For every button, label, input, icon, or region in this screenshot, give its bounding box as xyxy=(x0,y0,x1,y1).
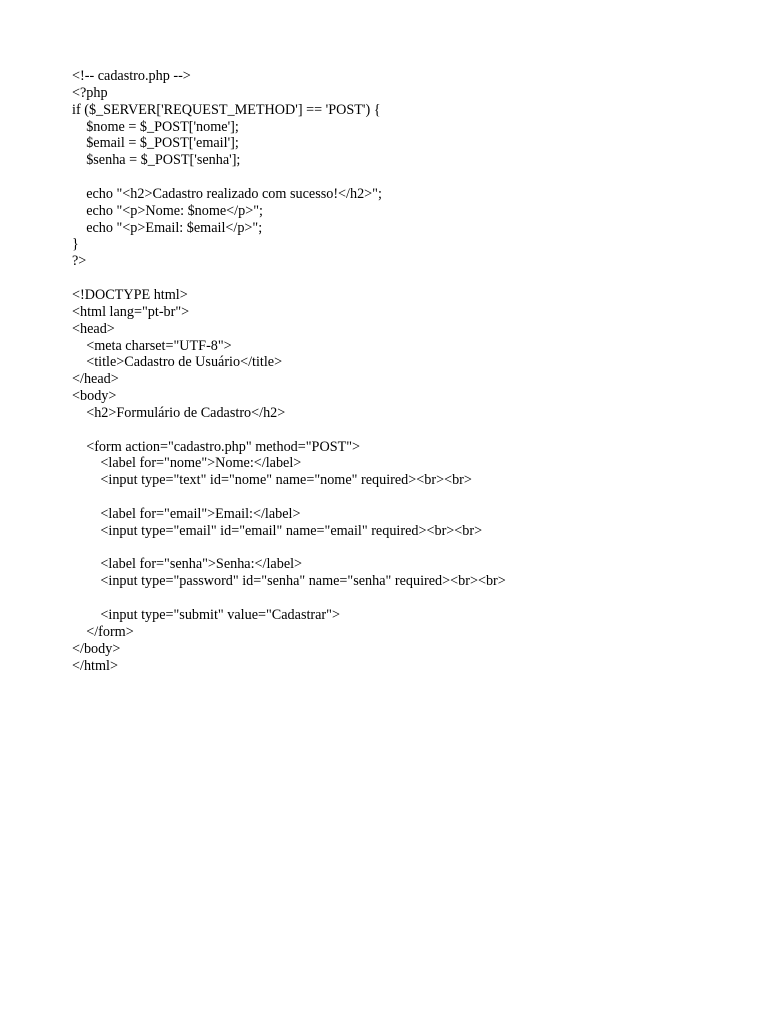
code-line: $email = $_POST['email']; xyxy=(72,135,239,152)
code-line xyxy=(72,590,752,607)
code-line: <input type="submit" value="Cadastrar"> xyxy=(72,607,340,623)
code-line: <label for="email">Email:</label> xyxy=(72,505,301,522)
code-line: $senha = $_POST['senha']; xyxy=(72,152,241,169)
code-line xyxy=(72,169,752,186)
code-line: <head> xyxy=(72,320,115,337)
code-line xyxy=(72,270,752,287)
code-line: <h2>Formulário de Cadastro</h2> xyxy=(72,404,286,421)
code-line xyxy=(72,422,752,439)
code-line xyxy=(72,489,752,506)
code-line: <input type="email" id="email" name="email" required><br><br> xyxy=(72,522,483,539)
code-line: </html> xyxy=(72,657,118,674)
code-line: echo "<p>Email: $email</p>"; xyxy=(72,219,263,236)
code-line: </form> xyxy=(72,623,134,640)
code-line: </body> xyxy=(72,640,121,657)
code-line: <html lang="pt-br"> xyxy=(72,303,190,320)
code-line: <?php xyxy=(72,84,108,101)
code-line: <meta charset="UTF-8"> xyxy=(72,337,232,354)
code-line: <form action="cadastro.php" method="POST"> xyxy=(72,438,361,455)
code-line: <label for="senha">Senha:</label> xyxy=(72,556,303,573)
code-line: if ($_SERVER['REQUEST_METHOD'] == 'POST') { xyxy=(72,101,381,118)
code-line: <title>Cadastro de Usuário</title> xyxy=(72,354,283,371)
code-line: <input type="password" id="senha" name="senha" required><br><br> xyxy=(72,573,506,590)
code-line: <body> xyxy=(72,388,117,405)
code-line: $nome = $_POST['nome']; xyxy=(72,118,239,135)
code-line: <!DOCTYPE html> xyxy=(72,286,188,303)
code-line: } xyxy=(72,236,79,253)
code-line: <input type="text" id="nome" name="nome" required><br><br> xyxy=(72,472,472,489)
code-line: </head> xyxy=(72,371,119,388)
code-line: <!-- cadastro.php --> xyxy=(72,68,191,84)
code-listing xyxy=(72,68,752,674)
code-line: ?> xyxy=(72,253,87,270)
code-line xyxy=(72,540,752,557)
code-line: echo "<h2>Cadastro realizado com sucesso!</h2>"; xyxy=(72,185,382,202)
code-line: <label for="nome">Nome:</label> xyxy=(72,455,302,472)
code-line: echo "<p>Nome: $nome</p>"; xyxy=(72,202,263,219)
